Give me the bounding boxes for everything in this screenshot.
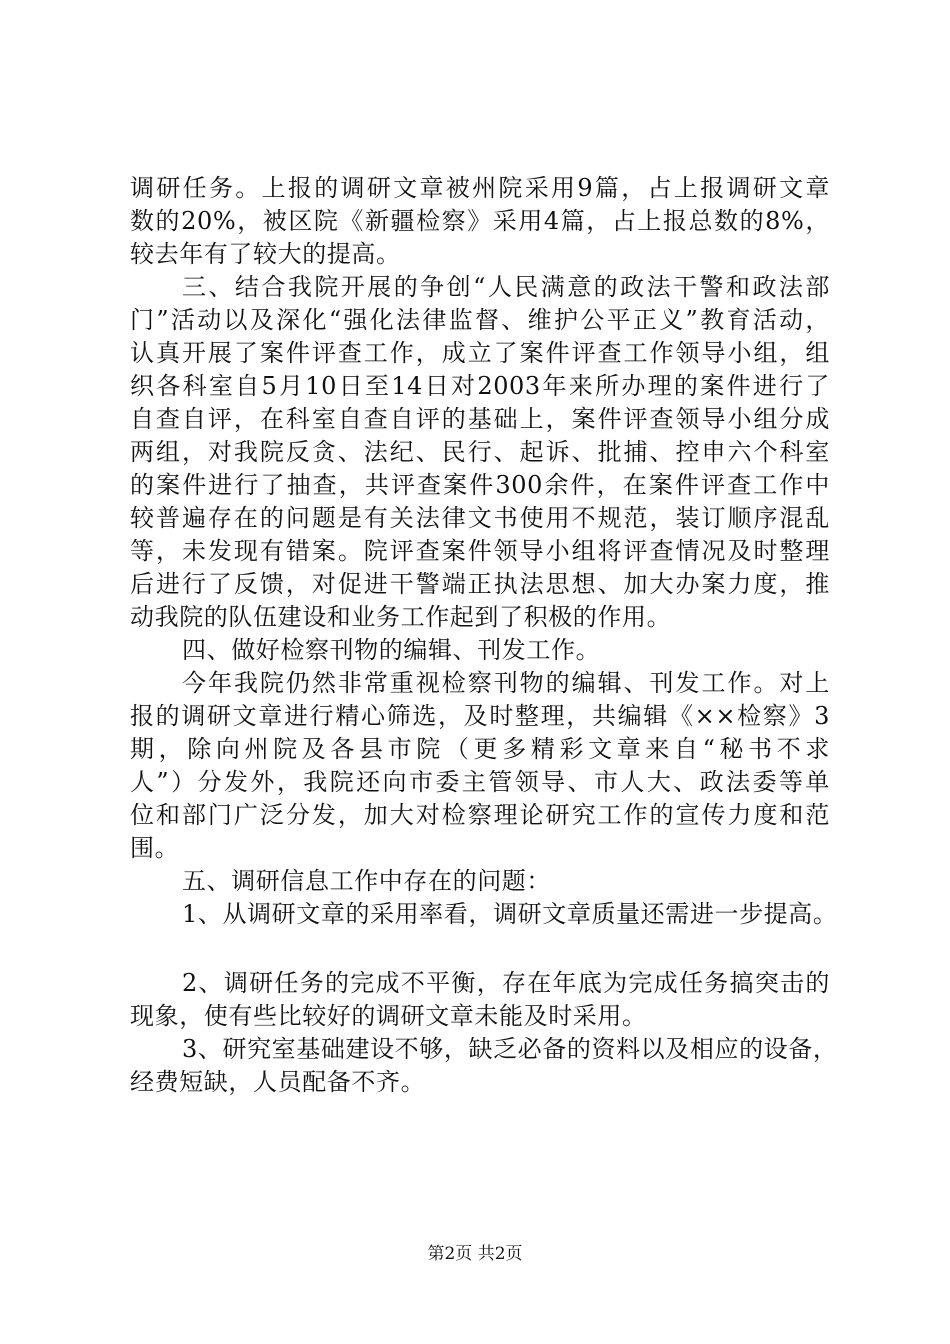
text-line: 后进行了反馈，对促进干警端正执法思想、加大办案力度，推 (130, 570, 830, 598)
section-five-heading: 五、调研信息工作中存在的问题： (182, 867, 551, 895)
text-line: 人”）分发外，我院还向市委主管领导、市人大、政法委等单 (130, 768, 830, 796)
paragraph-gap (130, 931, 830, 967)
text-line: 较普遍存在的问题是有关法律文书使用不规范，装订顺序混乱 (130, 504, 830, 532)
section-four-heading: 四、做好检察刊物的编辑、刊发工作。 (182, 636, 601, 664)
text-line: 较去年有了较大的提高。 (130, 240, 401, 268)
issue-item-2: 2、调研任务的完成不平衡，存在年底为完成任务搞突击的 (182, 969, 830, 997)
text-line: 两组，对我院反贪、法纪、民行、起诉、批捕、控申六个科室 (130, 438, 830, 466)
text-line: 自查自评，在科室自查自评的基础上，案件评查领导小组分成 (130, 405, 830, 433)
text-line: 现象，使有些比较好的调研文章未能及时采用。 (130, 1002, 647, 1030)
section-three-heading-line: 三、结合我院开展的争创“人民满意的政法干警和政法部 (182, 273, 830, 301)
page-number-footer: 第2页 共2页 (427, 1244, 523, 1264)
text-line: 门”活动以及深化“强化法律监督、维护公平正义”教育活动， (130, 306, 830, 334)
text-line: 动我院的队伍建设和业务工作起到了积极的作用。 (130, 603, 672, 631)
body-text (130, 172, 838, 1099)
text-line: 认真开展了案件评查工作，成立了案件评查工作领导小组，组 (130, 339, 830, 367)
text-line: 经费短缺，人员配备不齐。 (130, 1068, 426, 1096)
text-line: 数的20%，被区院《新疆检察》采用4篇，占上报总数的8%， (130, 207, 830, 235)
text-line: 调研任务。上报的调研文章被州院采用9篇，占上报调研文章 (130, 174, 830, 202)
text-line: 位和部门广泛分发，加大对检察理论研究工作的宣传力度和范 (130, 801, 830, 829)
issue-item-3: 3、研究室基础建设不够，缺乏必备的资料以及相应的设备， (182, 1035, 838, 1063)
text-line: 报的调研文章进行精心筛选，及时整理，共编辑《××检察》3 (130, 702, 830, 730)
text-line: 等，未发现有错案。院评查案件领导小组将评查情况及时整理 (130, 537, 830, 565)
issue-item-1: 1、从调研文章的采用率看，调研文章质量还需进一步提高。 (182, 900, 838, 928)
text-line: 期，除向州院及各县市院（更多精彩文章来自“秘书不求 (130, 735, 830, 763)
text-line: 织各科室自5月10日至14日对2003年来所办理的案件进行了 (130, 372, 830, 400)
text-line: 围。 (130, 834, 180, 862)
text-line: 今年我院仍然非常重视检察刊物的编辑、刊发工作。对上 (182, 669, 830, 697)
text-line: 的案件进行了抽查，共评查案件300余件，在案件评查工作中 (130, 471, 830, 499)
